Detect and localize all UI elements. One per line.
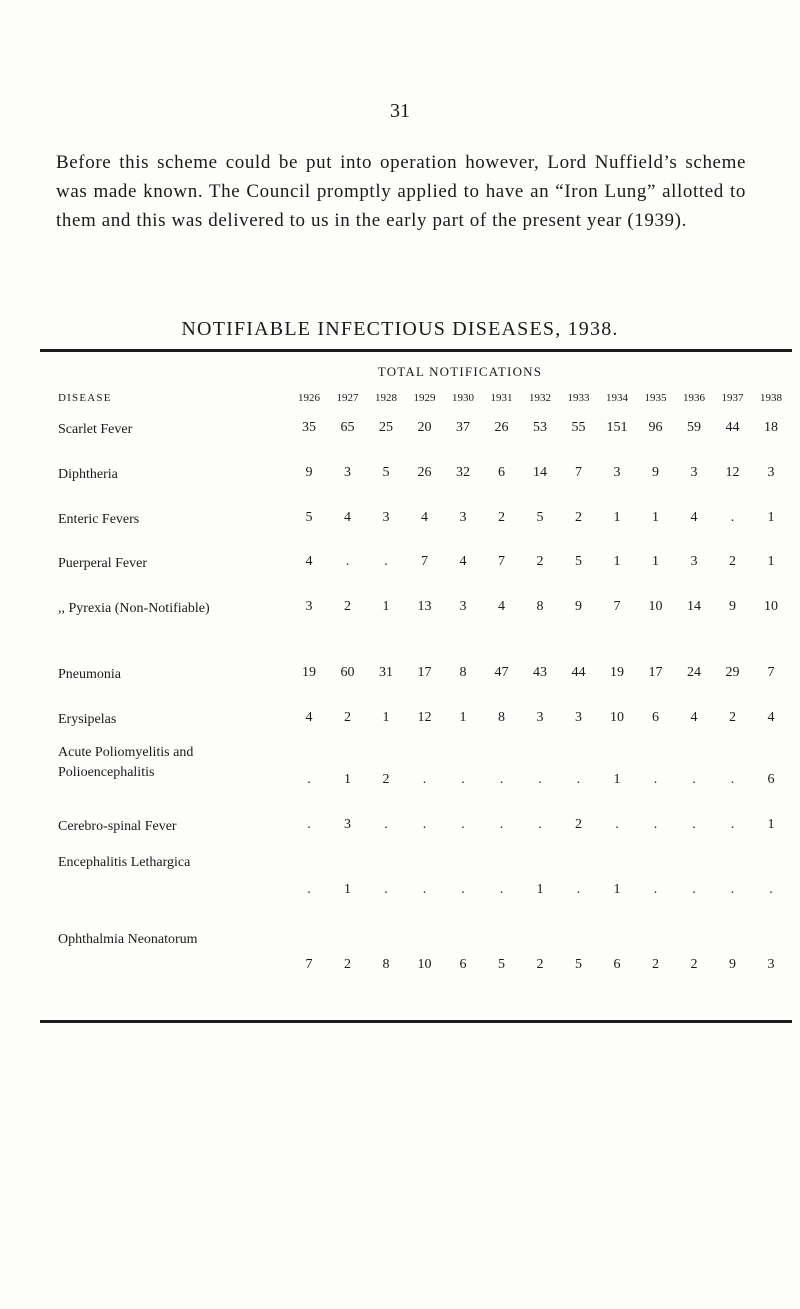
table-cell: 9 [652,464,659,480]
table-cell: 8 [382,957,390,973]
year-header: 1935 [644,392,667,404]
disease-label: Ophthalmia Neonatorum [58,931,198,947]
table-cell: 10 [610,710,624,726]
year-header: 1929 [413,392,436,404]
table-cell: 3 [459,509,467,525]
year-header: 1930 [452,392,474,404]
table-cell: 3 [613,464,621,480]
table-cell: 35 [302,420,316,435]
year-header: 1936 [683,392,705,404]
table-cell: 2 [344,957,351,973]
table-cell: 3 [767,464,775,480]
table-cell: . [769,882,773,898]
year-header: 1928 [375,392,397,404]
table-cell: 10 [417,957,432,973]
table-cell: 151 [606,420,628,435]
year-header: 1926 [298,392,320,404]
table-cell: 29 [725,665,740,681]
table-cell: . [461,772,465,788]
disease-column-header: DISEASE [58,392,112,404]
table-cell: 2 [575,817,582,833]
table-cell: 6 [652,710,659,726]
table-cell: 3 [690,554,698,570]
table-cell: 8 [536,599,544,615]
table-cell: 3 [344,817,351,833]
table-cell: 4 [344,509,351,525]
table-cell: 26 [417,464,432,480]
table-cell: 3 [382,509,390,525]
table-cell: 4 [305,554,313,570]
year-header: 1927 [336,392,359,404]
table-cell: 25 [379,420,393,435]
table-cell: 3 [459,599,467,615]
table-cell: 5 [536,509,544,525]
table-cell: 9 [305,464,313,480]
table-cell: 6 [613,957,621,973]
table-heading: TOTAL NOTIFICATIONS [377,364,543,379]
table-cell: 1 [344,882,351,898]
table-cell: . [653,882,658,898]
table-cell: 1 [382,710,390,726]
table-cell: 2 [344,599,351,615]
table-cell: . [384,554,388,570]
table-cell: 1 [767,554,775,570]
disease-label: Encephalitis Lethargica [58,855,191,871]
table-cell: 4 [690,509,698,525]
table-cell: 1 [613,772,621,788]
table-cell: 3 [767,957,775,973]
table-top-rule [40,349,792,352]
table-cell: 2 [652,957,659,973]
table-cell: 1 [652,554,659,570]
table-cell: . [461,817,465,833]
table-cell: . [307,772,311,788]
table-cell: 2 [690,957,698,973]
table-cell: 14 [687,599,701,615]
year-header: 1931 [490,392,513,404]
table-cell: . [499,882,504,898]
table-cell: 1 [344,772,351,788]
table-cell: 17 [648,665,663,681]
table-cell: 1 [613,554,621,570]
table-cell: . [692,882,696,898]
table-cell: . [730,509,735,525]
table-cell: . [384,817,388,833]
table-cell: . [499,817,504,833]
year-header: 1934 [606,392,628,404]
table-cell: 55 [571,420,586,435]
table-cell: 3 [305,599,313,615]
table-cell: . [692,772,696,788]
table-cell: 5 [575,554,582,570]
table-cell: 53 [533,420,547,435]
table-cell: 3 [536,710,544,726]
table-cell: . [499,772,504,788]
section-title: NOTIFIABLE INFECTIOUS DISEASES, 1938. [181,318,619,340]
table-cell: 6 [498,464,505,480]
year-header: 1933 [567,392,590,404]
table-cell: 4 [421,509,428,525]
table-cell: . [730,772,735,788]
year-header: 1932 [529,392,551,404]
table-cell: 1 [536,882,544,898]
disease-label: Diphtheria [58,466,118,482]
table-cell: 1 [767,817,775,833]
intro-paragraph: Before this scheme could be put into operation however, Lord Nuffield’s scheme was made known. The Council promptly applied to have an “Iron Lung” allotted to them and this was delivered to us in the early part of the present year (1939). [56,152,746,231]
table-cell: 1 [613,882,621,898]
table-cell: 14 [533,464,547,480]
table-cell: 8 [498,710,505,726]
table-cell: 12 [417,710,432,726]
disease-label: ,, Pyrexia (Non-Notifiable) [58,601,210,617]
table-cell: 4 [690,710,698,726]
table-cell: . [538,772,542,788]
table-cell: 2 [729,710,736,726]
table-cell: 3 [690,464,698,480]
disease-label: Pneumonia [58,667,121,683]
table-cell: . [653,772,658,788]
table-cell: 13 [417,599,432,615]
table-cell: . [730,817,735,833]
table-cell: 32 [456,464,470,480]
table-cell: 7 [575,464,582,480]
table-cell: 1 [767,509,775,525]
table-cell: 19 [610,665,624,681]
table-cell: 7 [305,957,313,973]
table-cell: 47 [494,665,509,681]
table-cell: 44 [571,665,586,681]
table-cell: . [538,817,542,833]
disease-label: Cerebro-spinal Fever [58,819,177,835]
table-cell: 31 [379,665,393,681]
table-cell: 9 [575,599,582,615]
table-cell: 2 [382,772,390,788]
table-cell: 2 [729,554,736,570]
table-cell: . [576,882,581,898]
table-cell: 6 [459,957,467,973]
table-cell: 24 [687,665,701,681]
table-cell: 59 [687,420,701,435]
table-cell: 4 [767,710,775,726]
table-bottom-rule [40,1020,792,1023]
table-cell: 9 [729,599,736,615]
table-cell: . [307,882,311,898]
table-cell: . [422,817,427,833]
table-cell: 44 [725,420,740,435]
table-cell: 3 [575,710,582,726]
table-cell: 4 [459,554,467,570]
table-cell: . [730,882,735,898]
disease-label: Acute Poliomyelitis and Polioencephalitis [58,745,194,781]
table-cell: 7 [421,554,428,570]
table-cell: 26 [494,420,509,435]
table-cell: 20 [417,420,432,435]
table-cell: . [461,882,465,898]
table-cell: . [615,817,619,833]
table-cell: 10 [648,599,663,615]
table-cell: 65 [340,420,355,435]
table-cell: . [422,882,427,898]
table-cell: 1 [613,509,621,525]
table-cell: 2 [498,509,505,525]
table-cell: . [345,554,350,570]
table-cell: 1 [382,599,390,615]
disease-label: Erysipelas [58,712,117,728]
table-cell: 2 [536,957,544,973]
disease-label: Enteric Fevers [58,511,140,527]
table-cell: 96 [648,420,663,435]
table-cell: 10 [764,599,778,615]
table-cell: 17 [417,665,432,681]
table-cell: 3 [344,464,351,480]
table-cell: 5 [575,957,582,973]
table-cell: 37 [456,420,470,435]
table-cell: 7 [498,554,505,570]
table-cell: 2 [344,710,351,726]
table-cell: 9 [729,957,736,973]
table-cell: 5 [305,509,313,525]
disease-label: Scarlet Fever [58,422,133,437]
table-cell: 1 [652,509,659,525]
page-number: 31 [390,100,410,122]
table-cell: 43 [533,665,547,681]
year-header: 1937 [721,392,744,404]
table-cell: . [422,772,427,788]
table-cell: . [653,817,658,833]
table-cell: 6 [767,772,775,788]
disease-label: Puerperal Fever [58,556,148,572]
year-header: 1938 [760,392,782,404]
table-cell: 4 [305,710,313,726]
table-cell: 12 [725,464,740,480]
table-cell: 4 [498,599,505,615]
table-cell: 1 [459,710,467,726]
table-cell: . [307,817,311,833]
table-cell: . [384,882,388,898]
table-cell: 5 [382,464,390,480]
table-cell: 60 [340,665,355,681]
table-cell: 7 [767,665,775,681]
table-cell: 7 [613,599,621,615]
table-cell: . [692,817,696,833]
table-cell: 18 [764,420,778,435]
table-cell: . [576,772,581,788]
table-cell: 8 [459,665,467,681]
table-cell: 2 [575,509,582,525]
table-cell: 5 [498,957,505,973]
table-cell: 2 [536,554,544,570]
table-cell: 19 [302,665,316,681]
